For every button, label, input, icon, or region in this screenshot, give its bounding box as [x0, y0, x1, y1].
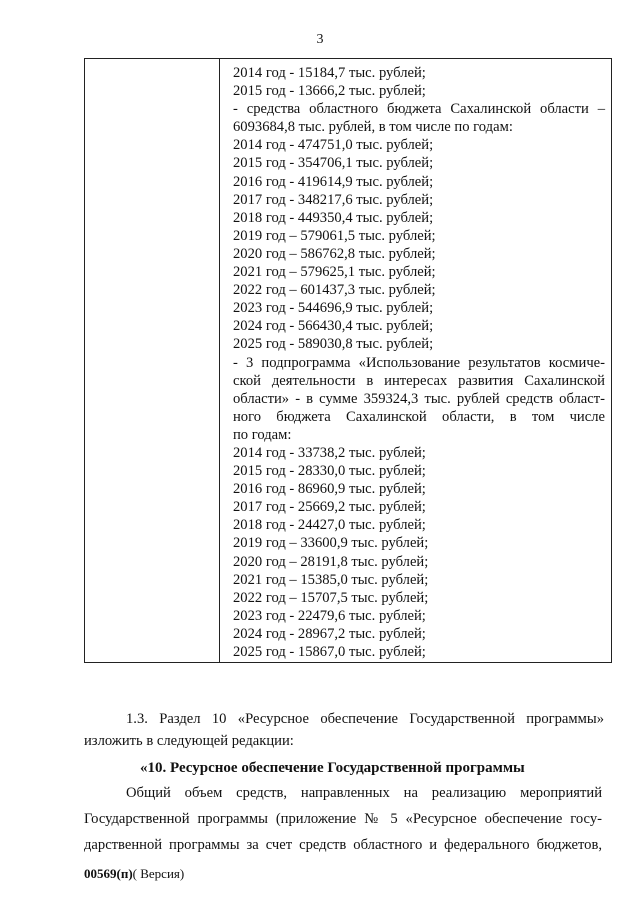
table-line: 2016 год - 419614,9 тыс. рублей; [233, 173, 434, 190]
body-line-2: Государственной программы (приложение № 5 «Ресурсное обеспечение госу- [84, 811, 602, 827]
amendment-line-2: изложить в следующей редакции: [84, 733, 294, 749]
table-line: 2024 год - 28967,2 тыс. рублей; [233, 625, 426, 642]
table-line: 2015 год - 13666,2 тыс. рублей; [233, 83, 426, 100]
table-line: 2019 год – 579061,5 тыс. рублей; [233, 227, 436, 244]
document-footer [84, 866, 184, 882]
table-line: ской деятельности в интересах развития Сахалинской [233, 372, 605, 389]
table-line: 2025 год - 15867,0 тыс. рублей; [233, 644, 426, 660]
table-line: 2019 год – 33600,9 тыс. рублей; [233, 535, 429, 552]
table-line: 2017 год - 25669,2 тыс. рублей; [233, 499, 426, 516]
table-line: 2014 год - 15184,7 тыс. рублей; [233, 65, 426, 81]
table-line: 2021 год – 15385,0 тыс. рублей; [233, 571, 429, 588]
table-line: 2016 год - 86960,9 тыс. рублей; [233, 481, 426, 498]
table-line: 2014 год - 33738,2 тыс. рублей; [233, 444, 426, 461]
table-line: - средства областного бюджета Сахалинской области – [233, 101, 605, 118]
table-line: 2022 год – 601437,3 тыс. рублей; [233, 282, 436, 299]
table-line: 2021 год – 579625,1 тыс. рублей; [233, 264, 436, 281]
table-line: 2024 год - 566430,4 тыс. рублей; [233, 318, 434, 335]
table-line: 2015 год - 354706,1 тыс. рублей; [233, 155, 434, 172]
section-heading: «10. Ресурсное обеспечение Государственной программы [140, 760, 525, 776]
table-line: 2015 год - 28330,0 тыс. рублей; [233, 463, 426, 480]
body-paragraph [84, 780, 602, 858]
table-line: 2020 год – 586762,8 тыс. рублей; [233, 245, 436, 262]
table-line: 2023 год - 544696,9 тыс. рублей; [233, 300, 434, 317]
table-line: 2025 год - 589030,8 тыс. рублей; [233, 336, 434, 353]
table-line: 2022 год – 15707,5 тыс. рублей; [233, 589, 429, 606]
page-number: 3 [316, 32, 324, 47]
amendment-paragraph [84, 708, 604, 752]
table-column-divider [219, 59, 220, 662]
document-code: 00569(п) [84, 866, 133, 881]
document-version: ( Версия) [132, 866, 185, 881]
table-line: 2020 год – 28191,8 тыс. рублей; [233, 553, 429, 570]
table-line: 6093684,8 тыс. рублей, в том числе по годам: [233, 119, 513, 136]
table-line: 2018 год - 449350,4 тыс. рублей; [233, 209, 434, 226]
amendment-line-1: 1.3. Раздел 10 «Ресурсное обеспечение Государственной программы» [126, 711, 604, 727]
table-line: области» - в сумме 359324,3 тыс. рублей средств област- [233, 390, 605, 407]
table-line: 2023 год - 22479,6 тыс. рублей; [233, 607, 426, 624]
table-line: 2014 год - 474751,0 тыс. рублей; [233, 137, 434, 154]
table-line: 2017 год - 348217,6 тыс. рублей; [233, 191, 434, 208]
table-line: 2018 год - 24427,0 тыс. рублей; [233, 517, 426, 534]
body-line-1: Общий объем средств, направленных на реализацию мероприятий [126, 785, 602, 801]
table-line: ного бюджета Сахалинской области, в том числе [233, 408, 605, 425]
table-line: - 3 подпрограмма «Использование результатов космиче- [233, 354, 605, 371]
body-line-3: дарственной программы за счет средств областного и федерального бюджетов, [84, 837, 602, 853]
funding-table [84, 58, 612, 663]
table-cell-funding-details [233, 64, 605, 661]
table-line: по годам: [233, 426, 292, 443]
